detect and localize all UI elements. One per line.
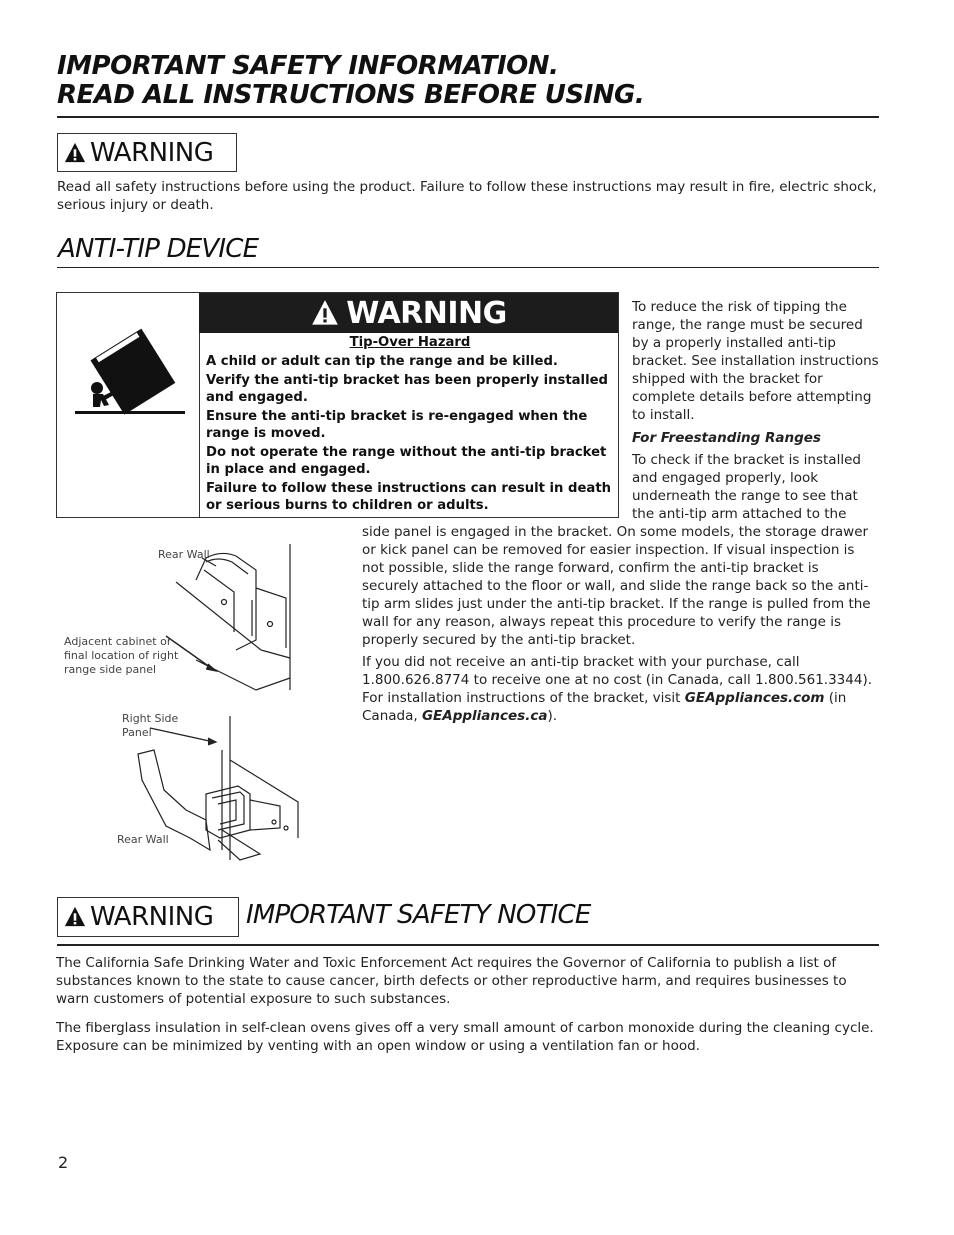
section-rule — [57, 267, 879, 268]
right-side-line-2: Panel — [122, 726, 152, 739]
adjacent-line-3: range side panel — [64, 663, 157, 676]
warning-line: Do not operate the range without the anti-tip bracket in place and engaged. — [206, 445, 607, 477]
title-line-2: READ ALL INSTRUCTIONS BEFORE USING. — [57, 80, 645, 110]
side-text: To reduce the risk of tipping the range, the range must be secured by a properly installed anti-tip bracket. See installation instructions shipped with the bracket for complete details before attempting to install. — [632, 299, 879, 423]
warning-box-text — [206, 335, 614, 517]
warning-label-box — [57, 133, 237, 172]
anti-tip-warning-box — [56, 292, 619, 518]
header-rule — [57, 116, 879, 118]
warning-line: A child or adult can tip the range and be killed. — [206, 353, 558, 369]
adjacent-line-2: final location of right — [64, 649, 179, 662]
diagram2-rear-wall-label: Rear Wall — [117, 833, 169, 846]
notice-rule — [57, 944, 879, 946]
warning-label: WARNING — [90, 137, 214, 168]
notice-title: IMPORTANT SAFETY NOTICE — [246, 900, 591, 930]
adjacent-line-1: Adjacent cabinet or — [64, 635, 172, 648]
ge-appliances-link[interactable]: GEAppliances.com — [684, 690, 825, 706]
section-title-anti-tip: ANTI-TIP DEVICE — [58, 234, 259, 264]
warning-banner — [199, 293, 618, 333]
title-line-1: IMPORTANT SAFETY INFORMATION. — [57, 51, 559, 81]
warning-line: Ensure the anti-tip bracket is re-engaged when the range is moved. — [206, 409, 588, 441]
right-side-line-1: Right Side — [122, 712, 179, 725]
notice-para-2: The fiberglass insulation in self-clean ovens gives off a very small amount of carbon monoxide during the cleaning cycle. Exposure can be minimized by venting with an open window or using a ventilation fan or hood. — [56, 1020, 874, 1054]
purchase-text-3: ). — [547, 708, 558, 724]
notice-warning-label: WARNING — [90, 902, 214, 932]
diagram1-adjacent-label — [64, 635, 184, 677]
diagram2-right-side-label — [122, 712, 178, 740]
freestanding-text-top: To check if the bracket is installed and engaged properly, look underneath the range to see that the anti-tip arm attached to the — [632, 452, 861, 522]
freestanding-heading: For Freestanding Ranges — [632, 430, 821, 446]
diagram1-rear-wall-label: Rear Wall — [158, 548, 210, 561]
warning-banner-label: WARNING — [346, 295, 507, 331]
ge-appliances-ca-link[interactable]: GEAppliances.ca — [421, 708, 548, 724]
purchase-text-1: If you did not receive an anti-tip bracket with your purchase, call 1.800.626.8774 to receive one at no cost (in Canada, call 1.800.561.3344). For installation instructions of the bracket, visit — [362, 654, 873, 706]
notice-para-1: The California Safe Drinking Water and Toxic Enforcement Act requires the Governor of California to publish a list of substances known to the state to cause cancer, birth defects or other reproductive harm, and requires businesses to warn customers of potential exposure to such substances. — [56, 955, 847, 1007]
warning-text: Read all safety instructions before using the product. Failure to follow these instructions may result in fire, electric shock, serious injury or death. — [57, 179, 877, 213]
warning-triangle-icon — [310, 299, 340, 327]
tip-over-illustration — [57, 293, 200, 517]
warning-line: Verify the anti-tip bracket has been properly installed and engaged. — [206, 373, 608, 405]
freestanding-text-bottom: side panel is engaged in the bracket. On some models, the storage drawer or kick panel can be removed for easier inspection. If visual inspection is not possible, slide the range forward, confirm the anti-tip bracket is securely attached to the floor or wall, and slide the range back so the anti-tip arm slides just under the anti-tip bracket. If the range is pulled from the wall for any reason, always repeat this procedure to verify the range is properly secured by the anti-tip bracket. — [362, 524, 871, 648]
purchase-text-2: (in Canada, — [362, 690, 847, 724]
warning-triangle-icon — [64, 142, 86, 164]
notice-warning-box — [57, 897, 239, 937]
purchase-text — [362, 653, 878, 725]
warning-line: Failure to follow these instructions can result in death or serious burns to children or adults. — [206, 481, 612, 513]
page-number: 2 — [58, 1153, 69, 1172]
page-title — [57, 52, 644, 110]
warning-triangle-icon — [64, 906, 86, 928]
hazard-title: Tip-Over Hazard — [349, 335, 471, 350]
